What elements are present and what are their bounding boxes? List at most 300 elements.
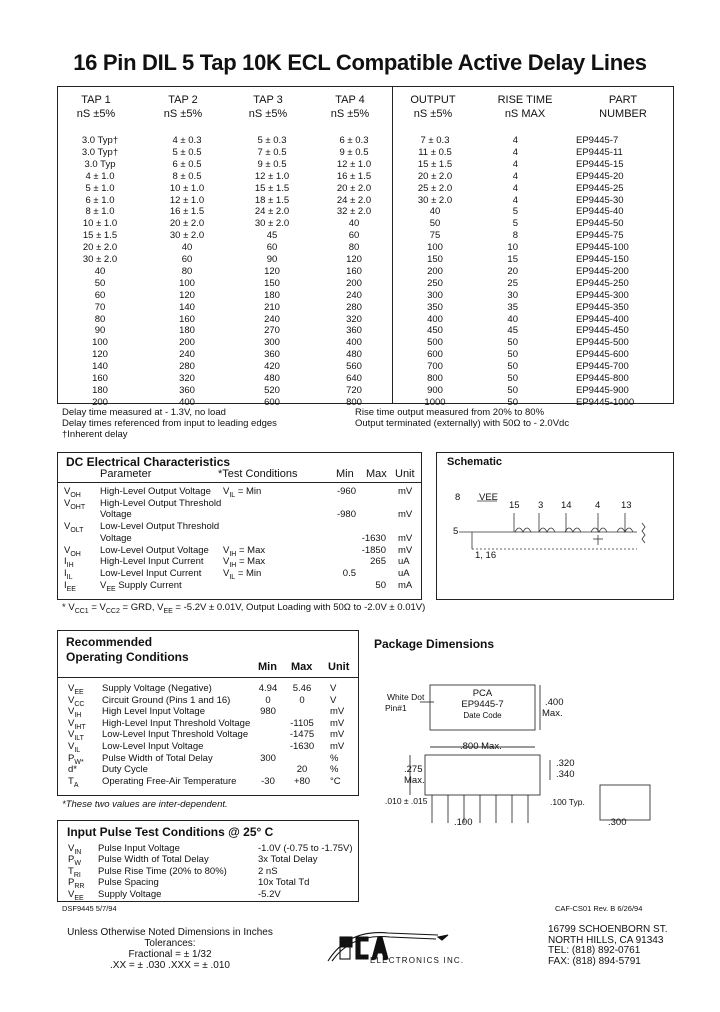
- delay-header-cell: RISE TIME: [497, 94, 553, 106]
- pulse-parameter: Pulse Rise Time (20% to 80%): [98, 865, 227, 877]
- roc-title-2: Operating Conditions: [66, 650, 189, 664]
- delay-header-cell: OUTPUT: [410, 94, 456, 106]
- note-line: Rise time output measured from 20% to 80%: [355, 407, 545, 418]
- delay-cell: 50: [507, 349, 518, 361]
- delay-cell: 50: [507, 373, 518, 384]
- dims-line: Fractional = ± 1/32: [128, 949, 212, 960]
- delay-cell: 50: [429, 218, 441, 230]
- delay-cell: 120: [92, 349, 108, 361]
- pulse-symbol: $P_W$: [68, 854, 81, 868]
- delay-cell: 9 ± 0.5: [339, 146, 369, 158]
- delay-cell: EP9445-900: [576, 384, 629, 396]
- company-address: [548, 925, 668, 967]
- delay-cell: 200: [179, 337, 195, 349]
- delay-cell: EP9445-400: [576, 313, 629, 325]
- address-line: 16799 SCHOENBORN ST.: [548, 924, 668, 935]
- dc-symbol: $V_{OHT}$: [64, 497, 86, 511]
- delay-cell: 70: [94, 301, 106, 313]
- roc-header-unit: Unit: [328, 661, 350, 673]
- dc-max: 265: [370, 556, 386, 568]
- delay-cell: EP9445-350: [576, 301, 629, 313]
- delay-cell: EP9445-500: [576, 337, 629, 349]
- delay-cell: 24 ± 2.0: [254, 206, 290, 218]
- roc-max: 5.46: [292, 683, 312, 694]
- delay-header-cell: nS ±5%: [248, 108, 288, 120]
- roc-symbol: $V_{EE}$: [68, 683, 84, 696]
- roc-symbol: $T_A$: [68, 775, 79, 789]
- delay-cell: 800: [346, 396, 362, 408]
- dc-symbol: $I_{IL}$: [64, 567, 73, 581]
- delay-cell: 4: [512, 182, 518, 194]
- dc-unit: mV: [398, 544, 413, 556]
- delay-cell: 5 ± 0.5: [172, 146, 202, 158]
- dc-parameter: Voltage: [100, 509, 132, 521]
- delay-cell: 300: [427, 289, 443, 301]
- delay-cell: 640: [346, 373, 362, 384]
- roc-parameter: Operating Free-Air Temperature: [102, 775, 237, 787]
- pulse-value: 10x Total Td: [258, 877, 310, 889]
- delay-cell: 420: [264, 361, 280, 373]
- note-line: Delay time measured at - 1.3V, no load: [62, 407, 226, 418]
- pulse-parameter: Pulse Spacing: [98, 877, 159, 889]
- delay-cell: 15: [507, 254, 518, 265]
- delay-cell: EP9445-20: [576, 170, 624, 182]
- coil-2: [539, 528, 555, 532]
- roc-symbol: $P_{W*}$: [68, 752, 84, 766]
- delay-cell: 8 ± 0.5: [172, 170, 202, 182]
- roc-max: -1475: [289, 729, 315, 741]
- logo-text: ELECTRONICS INC.: [370, 956, 465, 965]
- notes-right: [355, 407, 569, 429]
- schematic-diagram: [437, 453, 673, 599]
- delay-cell: 20 ± 2.0: [169, 218, 205, 230]
- pulse-symbol: $V_{IN}$: [68, 843, 82, 856]
- roc-parameter: High-Level Input Threshold Voltage: [102, 717, 251, 729]
- roc-symbol: $V_{IH}$: [68, 706, 82, 720]
- tap-label-1: 15: [509, 500, 520, 511]
- roc-min: -30: [261, 775, 275, 787]
- dc-max: -1630: [361, 532, 386, 544]
- pulse-value: 3x Total Delay: [258, 854, 318, 866]
- delay-cell: 60: [181, 254, 193, 265]
- dc-min: -960: [336, 486, 356, 497]
- delay-cell: 30 ± 2.0: [169, 230, 205, 242]
- delay-cell: 450: [427, 325, 443, 337]
- delay-cell: 240: [264, 313, 280, 325]
- pulse-value: 2 nS: [258, 865, 278, 877]
- delay-cell: 480: [264, 373, 280, 384]
- delay-cell: 360: [346, 325, 362, 337]
- pulse-parameter: Pulse Input Voltage: [98, 843, 180, 854]
- tap-label-2: 3: [538, 500, 544, 511]
- delay-cell: 18 ± 1.5: [254, 194, 290, 206]
- delay-cell: 5: [512, 218, 518, 230]
- address-line: FAX: (818) 894-5791: [548, 955, 641, 967]
- delay-header-cell: NUMBER: [599, 108, 647, 120]
- pkg-dim-275: .275: [404, 764, 423, 775]
- pkg-dim-100typ: .100 Typ.: [550, 797, 585, 807]
- delay-cell: 200: [92, 396, 108, 408]
- delay-cell: 400: [346, 337, 362, 349]
- delay-cell: 5 ± 0.3: [257, 135, 287, 146]
- delay-cell: 35: [507, 301, 518, 313]
- pkg-dim-400: .400: [545, 697, 564, 708]
- delay-cell: 11 ± 0.5: [418, 146, 452, 158]
- roc-min: 4.94: [258, 683, 278, 694]
- roc-max: -1630: [289, 741, 315, 752]
- delay-cell: 5: [512, 206, 518, 218]
- dims-line: .XX = ± .030 .XXX = ± .010: [110, 960, 230, 971]
- gnd-pin-label: 1, 16: [475, 550, 497, 561]
- roc-header-min: Min: [258, 661, 277, 673]
- delay-cell: 80: [348, 242, 360, 254]
- pulse-value: -1.0V (-0.75 to -1.75V): [258, 843, 353, 854]
- delay-cell: 600: [427, 349, 443, 361]
- delay-cell: 4 ± 0.3: [172, 135, 202, 146]
- pulse-symbol: $V_{EE}$: [68, 888, 84, 902]
- dc-symbol: $V_{OH}$: [64, 544, 81, 558]
- pkg-label-1: PCA: [472, 688, 493, 699]
- coil-4: [591, 528, 607, 532]
- delay-cell: EP9445-100: [576, 242, 629, 254]
- roc-max: 0: [299, 694, 305, 706]
- roc-min: 300: [260, 752, 276, 764]
- note-line: Output terminated (externally) with 50Ω to - 2.0Vdc: [355, 418, 570, 429]
- dc-header-min: Min: [336, 468, 354, 480]
- delay-cell: 480: [346, 349, 362, 361]
- dc-unit: mA: [398, 579, 413, 591]
- roc-unit: mV: [330, 717, 345, 729]
- dc-unit: mV: [398, 509, 413, 521]
- delay-cell: 40: [181, 242, 193, 254]
- delay-cell: 20 ± 2.0: [336, 182, 372, 194]
- delay-cell: 80: [94, 313, 106, 325]
- delay-cell: 60: [266, 242, 278, 254]
- package-end-view: [600, 785, 650, 820]
- delay-cell: 400: [179, 396, 195, 408]
- delay-cell: 6 ± 1.0: [85, 194, 115, 206]
- delay-cell: 10 ± 1.0: [169, 182, 205, 194]
- delay-header-cell: PART: [608, 94, 638, 106]
- dc-condition: $V_{IH}$ = Max: [223, 556, 266, 570]
- delay-cell: 150: [427, 254, 443, 265]
- roc-parameter: Low-Level Input Threshold Voltage: [102, 729, 249, 741]
- delay-cell: 280: [179, 361, 195, 373]
- delay-cell: 30: [507, 289, 518, 301]
- delay-cell: 3.0 Typ†: [81, 135, 119, 146]
- delay-cell: 4: [512, 135, 518, 146]
- delay-cell: 50: [507, 396, 518, 408]
- delay-cell: 200: [427, 265, 443, 277]
- roc-min: 0: [265, 694, 271, 706]
- delay-cell: 4 ± 1.0: [85, 170, 115, 182]
- tap-label-3: 14: [561, 500, 572, 511]
- delay-cell: 360: [264, 349, 280, 361]
- vee-pin-label: 8: [455, 492, 461, 503]
- delay-cell: 180: [92, 384, 108, 396]
- roc-symbol: d*: [68, 764, 77, 776]
- pkg-pin1: Pin#1: [385, 703, 407, 713]
- delay-cell: 30 ± 2.0: [254, 218, 290, 230]
- delay-cell: EP9445-40: [576, 206, 624, 218]
- dc-parameter: High-Level Output Voltage: [100, 486, 211, 497]
- roc-max: +80: [293, 775, 311, 787]
- delay-cell: 50: [94, 277, 106, 289]
- delay-cell: 500: [427, 337, 443, 349]
- schematic-title: Schematic: [447, 456, 503, 468]
- delay-cell: EP9445-600: [576, 349, 629, 361]
- dims-line: Tolerances:: [144, 938, 196, 949]
- delay-cell: 160: [346, 265, 362, 277]
- delay-cell: 25: [507, 277, 518, 289]
- dc-symbol: $V_{OLT}$: [64, 521, 84, 534]
- roc-parameter: Low-Level Input Voltage: [102, 741, 204, 752]
- delay-cell: 6 ± 0.3: [339, 135, 369, 146]
- pulse-parameter: Pulse Width of Total Delay: [98, 854, 209, 866]
- delay-cell: 50: [507, 361, 518, 373]
- delay-cell: 16 ± 1.5: [169, 206, 205, 218]
- delay-cell: 140: [92, 361, 108, 373]
- roc-symbol: $V_{IHT}$: [68, 717, 86, 731]
- roc-box: [57, 630, 359, 796]
- delay-cell: EP9445-700: [576, 361, 629, 373]
- dc-header-cond: *Test Conditions: [218, 468, 298, 480]
- pkg-label-3: Date Code: [463, 711, 502, 720]
- input-pin-label: 5: [453, 526, 459, 537]
- dc-min: -980: [336, 509, 356, 521]
- delay-cell: EP9445-300: [576, 289, 629, 301]
- delay-cell: 60: [94, 289, 106, 301]
- pkg-dim-300: .300: [608, 817, 627, 828]
- delay-cell: 100: [92, 337, 108, 349]
- delay-cell: 560: [346, 361, 362, 373]
- delay-cell: 8: [512, 230, 518, 242]
- dc-condition: $V_{IL}$ = Min: [223, 567, 262, 581]
- pkg-white-dot: White Dot: [387, 692, 425, 702]
- vee-label: VEE: [479, 492, 499, 503]
- delay-cell: 800: [427, 373, 443, 384]
- pkg-label-2: EP9445-7: [461, 699, 504, 710]
- delay-cell: EP9445-30: [576, 194, 624, 206]
- delay-cell: 50: [507, 337, 518, 349]
- delay-cell: 3.0 Typ†: [81, 146, 119, 158]
- delay-cell: EP9445-50: [576, 218, 624, 230]
- delay-cell: 160: [179, 313, 195, 325]
- delay-cell: 100: [427, 242, 443, 254]
- pulse-box: [57, 820, 359, 902]
- delay-cell: 25 ± 2.0: [417, 182, 453, 194]
- delay-header-cell: nS ±5%: [76, 108, 116, 120]
- dc-unit: mV: [398, 486, 413, 497]
- delay-cell: 32 ± 2.0: [336, 206, 372, 218]
- delay-header-cell: nS ±5%: [330, 108, 370, 120]
- delay-cell: 8 ± 1.0: [85, 206, 115, 218]
- roc-unit: V: [330, 694, 337, 706]
- delay-cell: 280: [346, 301, 362, 313]
- pulse-value: -5.2V: [258, 888, 281, 900]
- pkg-dim-340: .340: [556, 769, 575, 780]
- delay-cell: 30 ± 2.0: [82, 254, 118, 265]
- page-title: 16 Pin DIL 5 Tap 10K ECL Compatible Active Delay Lines: [73, 50, 647, 75]
- delay-cell: 900: [427, 384, 443, 396]
- delay-cell: 80: [181, 265, 193, 277]
- delay-header-cell: TAP 2: [168, 94, 198, 106]
- dc-parameter: High-Level Input Current: [100, 556, 204, 568]
- delay-cell: 160: [92, 373, 108, 384]
- delay-cell: 90: [266, 254, 278, 265]
- delay-cell: 140: [179, 301, 195, 313]
- delay-cell: 40: [94, 265, 106, 277]
- delay-cell: 12 ± 1.0: [336, 158, 372, 170]
- delay-cell: 720: [346, 384, 362, 396]
- roc-header-rule: [58, 677, 358, 678]
- delay-cell: 40: [429, 206, 441, 218]
- delay-cell: EP9445-800: [576, 373, 629, 384]
- delay-cell: 45: [266, 230, 278, 242]
- delay-cell: 45: [507, 325, 518, 337]
- delay-cell: 15 ± 1.5: [254, 182, 290, 194]
- delay-header-cell: TAP 1: [81, 94, 111, 106]
- roc-unit: V: [330, 683, 337, 694]
- dc-condition: $V_{IL}$ = Min: [223, 486, 262, 499]
- delay-cell: 600: [264, 396, 280, 408]
- delay-cell: EP9445-11: [576, 146, 623, 158]
- delay-cell: 10: [507, 242, 518, 254]
- roc-min: 980: [260, 706, 276, 718]
- pkg-dim-max2: Max.: [404, 775, 425, 786]
- note-line: Delay times referenced from input to leading edges: [62, 418, 277, 429]
- delay-header-cell: TAP 3: [253, 94, 283, 106]
- delay-cell: 350: [427, 301, 443, 313]
- dc-min: 0.5: [342, 567, 356, 579]
- delay-cell: 40: [348, 218, 360, 230]
- schematic-box: [436, 452, 674, 600]
- delay-cell: 250: [427, 277, 443, 289]
- delay-cell: 15 ± 1.5: [82, 230, 118, 242]
- delay-cell: EP9445-150: [576, 254, 629, 265]
- pkg-dim-010: .010 ± .015: [385, 796, 428, 806]
- delay-cell: 4: [512, 158, 518, 170]
- delay-cell: EP9445-200: [576, 265, 629, 277]
- roc-symbol: $V_{ILT}$: [68, 729, 84, 743]
- delay-cell: 20 ± 2.0: [417, 170, 453, 182]
- delay-cell: 5 ± 1.0: [85, 182, 115, 194]
- roc-unit: %: [330, 764, 339, 776]
- delay-cell: 20: [507, 265, 518, 277]
- dc-parameter: Low-Level Output Threshold: [100, 521, 220, 533]
- delay-cell: EP9445-75: [576, 230, 624, 242]
- pkg-dim-320: .320: [556, 758, 575, 769]
- coil-3: [565, 528, 581, 532]
- doc-number-right: CAF-CS01 Rev. B 6/26/94: [555, 904, 643, 913]
- delay-cell: 200: [346, 277, 362, 289]
- dc-header-param: Parameter: [100, 468, 152, 480]
- roc-title-1: Recommended: [66, 635, 153, 649]
- roc-parameter: Pulse Width of Total Delay: [102, 752, 213, 764]
- roc-max: 20: [296, 764, 308, 776]
- package-drawing: [370, 655, 670, 835]
- delay-cell: 4: [512, 194, 518, 206]
- dc-footnote: * $V_{CC1} = V_{CC2}$ = GRD, $V_{EE} = -5.2V \pm 0.01V$, Output Loading with 50Ω to -2.0V ± 0.01V): [62, 602, 426, 615]
- roc-symbol: $V_{IL}$: [68, 741, 81, 754]
- dc-unit: uA: [398, 556, 410, 568]
- delay-cell: 180: [264, 289, 280, 301]
- delay-header-cell: nS ±5%: [163, 108, 203, 120]
- delay-cell: 16 ± 1.5: [336, 170, 372, 182]
- dc-parameter: $V_{EE}$ Supply Current: [100, 579, 182, 593]
- roc-unit: %: [330, 752, 339, 764]
- address-line: TEL: (818) 892-0761: [548, 945, 641, 956]
- dc-parameter: Low-Level Output Voltage: [100, 544, 209, 556]
- pkg-dim-100: .100: [454, 817, 473, 828]
- dc-title: DC Electrical Characteristics: [66, 455, 231, 469]
- delay-cell: 12 ± 1.0: [254, 170, 290, 182]
- pulse-title: Input Pulse Test Conditions @ 25° C: [67, 825, 274, 839]
- delay-cell: 270: [264, 325, 280, 337]
- delay-cell: 6 ± 0.5: [172, 158, 202, 170]
- dc-unit: uA: [398, 567, 410, 579]
- delay-cell: 700: [427, 361, 443, 373]
- dc-unit: mV: [398, 532, 413, 544]
- roc-unit: °C: [330, 775, 341, 787]
- pulse-parameter: Supply Voltage: [98, 888, 162, 900]
- dc-header-unit: Unit: [395, 468, 415, 480]
- delay-header-cell: nS ±5%: [413, 108, 453, 120]
- dc-symbol: $I_{IH}$: [64, 556, 74, 570]
- delay-cell: 240: [179, 349, 195, 361]
- dc-header-rule: [58, 482, 421, 483]
- package-title: Package Dimensions: [374, 637, 495, 651]
- delay-cell: 20 ± 2.0: [82, 242, 118, 254]
- dc-parameter: Low-Level Input Current: [100, 567, 202, 579]
- delay-cell: 24 ± 2.0: [336, 194, 372, 206]
- pkg-dim-max: Max.: [542, 708, 563, 719]
- delay-cell: 300: [264, 337, 280, 349]
- coil-1: [515, 528, 531, 532]
- delay-cell: 360: [179, 384, 195, 396]
- dc-parameter: Voltage: [100, 532, 132, 544]
- dc-symbol: $I_{EE}$: [64, 579, 76, 593]
- roc-parameter: Duty Cycle: [102, 764, 148, 776]
- delay-header-cell: nS MAX: [504, 108, 546, 120]
- delay-cell: 10 ± 1.0: [82, 218, 118, 230]
- delay-cell: EP9445-450: [576, 325, 629, 337]
- delay-cell: 180: [179, 325, 195, 337]
- delay-cell: 120: [346, 254, 362, 265]
- company-logo: [318, 925, 508, 967]
- notes-left: [62, 407, 277, 440]
- dc-header-max: Max: [366, 468, 387, 480]
- delay-cell: 400: [427, 313, 443, 325]
- delay-cell: 150: [264, 277, 280, 289]
- dc-max: 50: [375, 579, 386, 591]
- dims-line: Unless Otherwise Noted Dimensions in Inches: [67, 927, 273, 938]
- roc-unit: mV: [330, 729, 345, 741]
- delay-cell: 240: [346, 289, 362, 301]
- doc-number-left: DSF9445 5/7/94: [62, 904, 117, 913]
- delay-cell: 4: [512, 146, 518, 158]
- roc-unit: mV: [330, 741, 345, 752]
- roc-footnote: *These two values are inter-dependent.: [62, 799, 228, 810]
- dc-characteristics-box: [57, 452, 422, 600]
- note-line: †Inherent delay: [62, 429, 128, 440]
- roc-parameter: High Level Input Voltage: [102, 706, 205, 718]
- roc-unit: mV: [330, 706, 345, 718]
- address-line: NORTH HILLS, CA 91343: [548, 934, 664, 946]
- dc-condition: $V_{IH}$ = Max: [223, 544, 266, 558]
- delay-cell: 320: [179, 373, 195, 384]
- delay-cell: 4: [512, 170, 518, 182]
